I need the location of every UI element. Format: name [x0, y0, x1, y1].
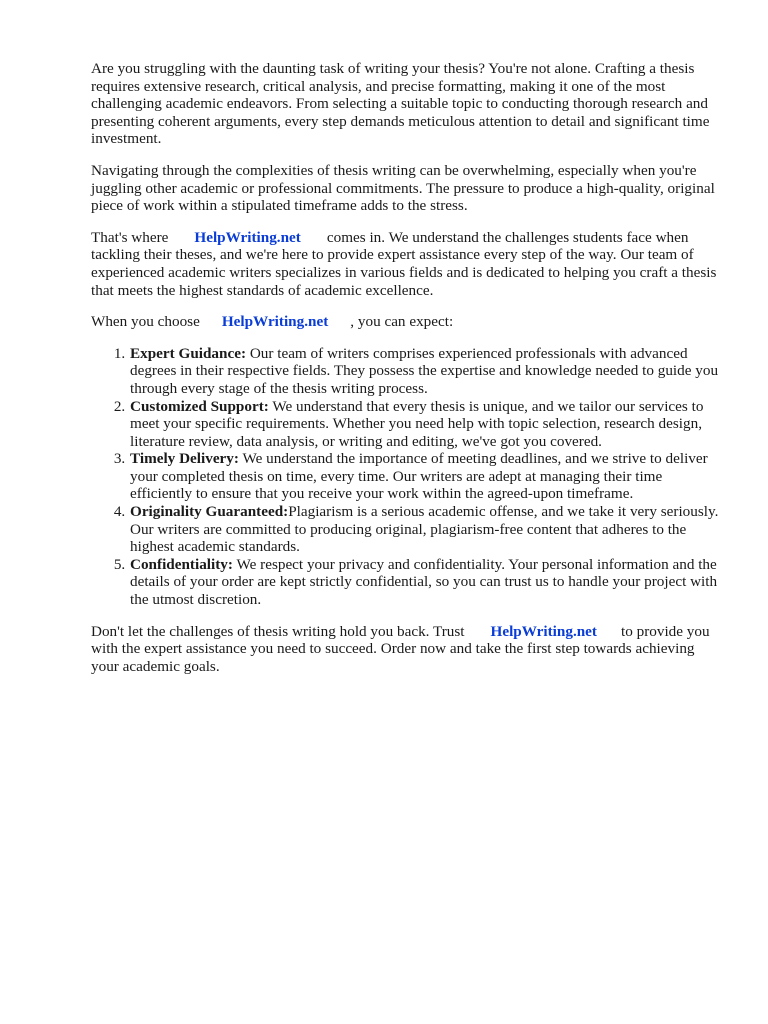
closing-paragraph-rest: to provide you with the expert assistance you need to succeed. Order now and take the first step towards achieving your academic goals.: [91, 622, 710, 675]
helpwriting-link[interactable]: HelpWriting.net: [221, 313, 329, 331]
list-item-term: Confidentiality:: [130, 555, 233, 573]
list-item: [129, 556, 723, 609]
list-item: [129, 345, 723, 398]
list-item-text: We understand that every thesis is unique, and we tailor our services to meet your specific requirements. Whether you need help with topic selection, research design, literature review, data analysis, or writing and editing, we've got you covered.: [130, 397, 704, 450]
closing-paragraph-lead: Don't let the challenges of thesis writing hold you back. Trust: [91, 622, 465, 640]
list-item-term: Originality Guaranteed:: [130, 503, 289, 521]
list-item-term: Timely Delivery:: [130, 450, 239, 468]
service-paragraph-lead: That's where: [91, 228, 169, 246]
list-item-text: Our team of writers comprises experienced professionals with advanced degrees in their respective fields. They possess the expertise and knowledge needed to guide you through every stage of the thesis writing process.: [130, 344, 719, 397]
document-page: [91, 60, 723, 689]
choose-paragraph-lead: When you choose: [91, 313, 200, 331]
list-item-term: Customized Support:: [130, 397, 269, 415]
list-item: [129, 503, 723, 556]
helpwriting-link[interactable]: HelpWriting.net: [490, 622, 597, 640]
benefits-list: [91, 345, 723, 609]
service-paragraph-rest: comes in. We understand the challenges students face when tackling their theses, and we're here to provide expert assistance every step of the way. Our team of experienced academic writers specializes in various fields and is dedicated to helping you craft a thesis that meets the highest standards of academic excellence.: [91, 228, 717, 299]
intro-paragraph: Are you struggling with the daunting task of writing your thesis? You're not alone. Crafting a thesis requires extensive research, critical analysis, and precise formatting, making it one of the most challenging academic endeavors. From selecting a suitable topic to conducting thorough research and presenting coherent arguments, every step demands meticulous attention to detail and significant time investment.: [91, 60, 710, 148]
list-item-term: Expert Guidance:: [130, 344, 247, 362]
choose-paragraph: [91, 313, 723, 331]
complexity-paragraph: Navigating through the complexities of thesis writing can be overwhelming, especially when you're juggling other academic or professional commitments. The pressure to produce a high-quality, original piece of work within a stipulated timeframe adds to the stress.: [91, 161, 715, 215]
closing-paragraph: [91, 623, 723, 676]
list-item-text: We understand the importance of meeting deadlines, and we strive to deliver your completed thesis on time, every time. Our writers are adept at managing their time efficiently to ensure that you receive your work within the agreed-upon timeframe.: [130, 450, 708, 503]
list-item: [129, 398, 723, 451]
service-paragraph: [91, 229, 723, 299]
list-item: [129, 450, 723, 503]
helpwriting-link[interactable]: HelpWriting.net: [194, 228, 301, 246]
list-item-text: We respect your privacy and confidentiality. Your personal information and the details of your order are kept strictly confidential, so you can trust us to handle your project with the utmost discretion.: [130, 555, 718, 609]
choose-paragraph-rest: , you can expect:: [350, 313, 454, 331]
list-item-text: Plagiarism is a serious academic offense, and we take it very seriously. Our writers are committed to producing original, plagiarism-free content that adheres to the highest academic standards.: [130, 503, 719, 556]
